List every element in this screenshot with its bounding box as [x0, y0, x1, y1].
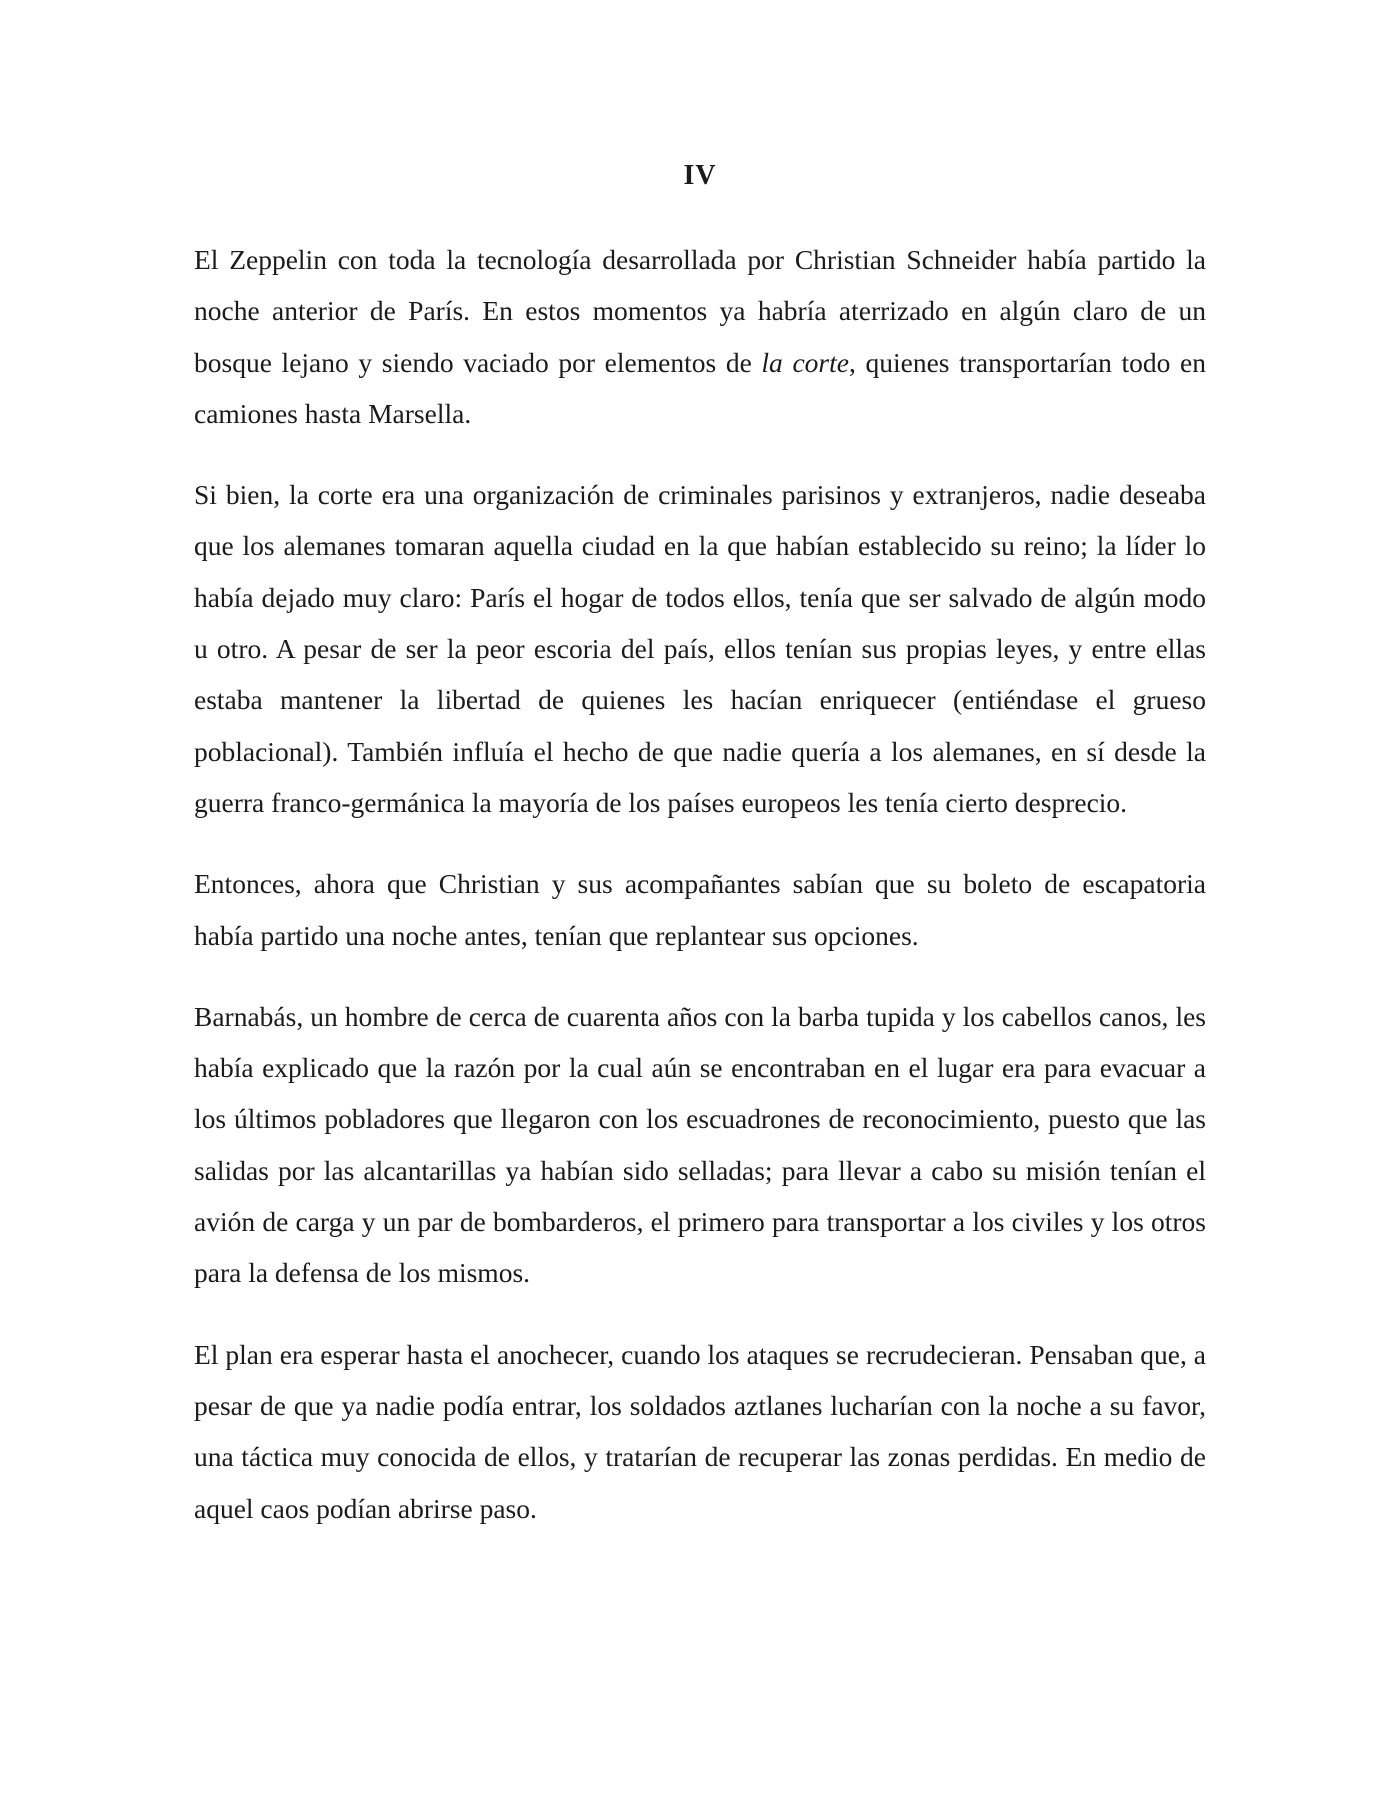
paragraph-1-text-start: El Zeppelin con toda la tecnología desarrollada por Christian Schneider había partido la noche anterior de París. En estos momentos ya habría aterrizado en algún claro de un bosque lejano y siendo vaciado por elementos de [194, 244, 1206, 378]
paragraph-3: Entonces, ahora que Christian y sus acompañantes sabían que su boleto de escapatoria había partido una noche antes, tenían que replantear sus opciones. [194, 868, 1206, 951]
chapter-title: IV [683, 160, 717, 191]
paragraph-5: El plan era esperar hasta el anochecer, cuando los ataques se recrudecieran. Pensaban que, a pesar de que ya nadie podía entrar, los soldados aztlanes lucharían con la noche a su favor, una táctica muy conocida de ellos, y tratarían de recuperar las zonas perdidas. En medio de aquel caos podían abrirse paso. [194, 1338, 1206, 1524]
italic-term: la corte [761, 346, 849, 378]
paragraph-1-text-end: , quienes transportarían todo en camiones hasta Marsella. [194, 346, 1206, 429]
paragraph-1 [194, 234, 1206, 439]
paragraph-2: Si bien, la corte era una organización de criminales parisinos y extranjeros, nadie deseaba que los alemanes tomaran aquella ciudad en la que habían establecido su reino; la líder lo había dejado muy claro: París el hogar de todos ellos, tenía que ser salvado de algún modo u otro. A pesar de ser la peor escoria del país, ellos tenían sus propias leyes, y entre ellas estaba mantener la libertad de quienes les hacían enriquecer (entiéndase el grueso poblacional). También influía el hecho de que nadie quería a los alemanes, en sí desde la guerra franco-germánica la mayoría de los países europeos les tenía cierto desprecio. [194, 479, 1206, 818]
paragraph-4: Barnabás, un hombre de cerca de cuarenta años con la barba tupida y los cabellos canos, les había explicado que la razón por la cual aún se encontraban en el lugar era para evacuar a los últimos pobladores que llegaron con los escuadrones de reconocimiento, puesto que las salidas por las alcantarillas ya habían sido selladas; para llevar a cabo su misión tenían el avión de carga y un par de bombarderos, el primero para transportar a los civiles y los otros para la defensa de los mismos. [194, 1000, 1206, 1289]
chapter-body [194, 234, 1206, 1564]
